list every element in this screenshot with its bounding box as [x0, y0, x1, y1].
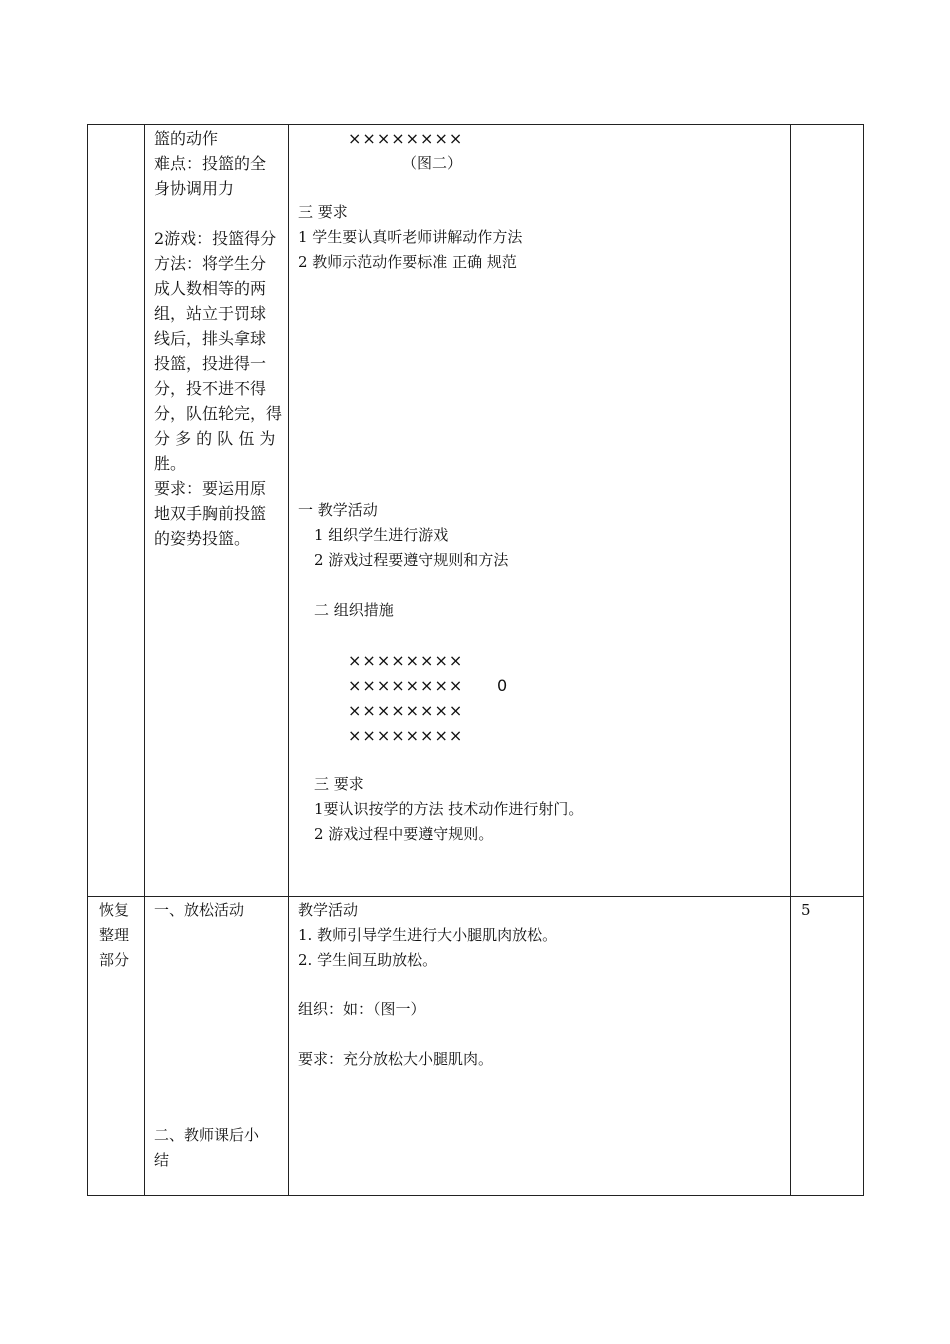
formation-row: ××××××××	[348, 129, 464, 148]
content-line: 要求：要运用原	[154, 479, 267, 498]
requirement-line: 2 游戏过程中要遵守规则。	[314, 825, 494, 843]
content-line: 成人数相等的两	[154, 279, 267, 298]
activity-line: 2. 学生间互助放松。	[298, 951, 438, 969]
content-line: 分，队伍轮完，得	[154, 404, 283, 423]
content-line: 投篮，投进得一	[154, 354, 267, 373]
activity-title: 一 教学活动	[298, 501, 378, 519]
requirement-line: 要求：充分放松大小腿肌肉。	[298, 1050, 494, 1068]
organization-line: 组织：如：（图一）	[298, 1000, 426, 1018]
content-line: 胜。	[154, 454, 187, 473]
table-bottom-border	[87, 1195, 864, 1196]
activity-line: 1 组织学生进行游戏	[314, 526, 449, 544]
section-label: 恢复	[99, 901, 130, 919]
content-line: 分 多 的 队 伍 为	[154, 429, 276, 448]
section-label: 部分	[99, 951, 130, 969]
formation-row: ××××××××	[348, 651, 464, 670]
formation-row: ××××××××	[348, 676, 464, 695]
content-line: 二、教师课后小	[154, 1126, 260, 1144]
requirement-line: 1要认识按学的方法 技术动作进行射门。	[314, 800, 584, 818]
activity-title: 教学活动	[298, 901, 359, 919]
requirements-title: 三 要求	[314, 775, 364, 793]
content-line: 地双手胸前投篮	[154, 504, 267, 523]
requirement-line: 1 学生要认真听老师讲解动作方法	[298, 228, 523, 246]
section-label: 整理	[99, 926, 130, 944]
content-line-part: 难点：投篮的全	[154, 154, 267, 173]
requirements-title: 三 要求	[298, 203, 348, 221]
content-line: 2游戏：投篮得分	[154, 229, 277, 248]
table-top-border	[87, 124, 864, 125]
column-divider-1	[144, 124, 145, 1196]
column-divider-3	[790, 124, 791, 1196]
content-line: 分，投不进不得	[154, 379, 267, 398]
content-line: 线后，排头拿球	[154, 329, 267, 348]
table-right-border	[863, 124, 864, 1196]
organization-title: 二 组织措施	[314, 601, 394, 619]
content-line: 的姿势投篮。	[154, 529, 251, 548]
content-line	[154, 151, 266, 176]
column-divider-2	[288, 124, 289, 1196]
table-left-border	[87, 124, 88, 1196]
content-line: 组，站立于罚球	[154, 304, 267, 323]
content-line: 结	[154, 1151, 170, 1169]
formation-row: ××××××××	[348, 701, 464, 720]
requirement-line: 2 教师示范动作要标准 正确 规范	[298, 253, 517, 271]
content-line: 一、放松活动	[154, 901, 245, 919]
activity-line: 2 游戏过程要遵守规则和方法	[314, 551, 509, 569]
content-line: 方法：将学生分	[154, 254, 267, 273]
activity-line: 1. 教师引导学生进行大小腿肌肉放松。	[298, 926, 558, 944]
time-value: 5	[801, 901, 811, 919]
content-line: 篮的动作	[154, 129, 219, 148]
formation-row: ××××××××	[348, 726, 464, 745]
row-divider	[87, 896, 864, 897]
figure-caption: （图二）	[402, 154, 463, 172]
content-line: 身协调用力	[154, 179, 235, 198]
teacher-mark: 0	[497, 676, 509, 695]
